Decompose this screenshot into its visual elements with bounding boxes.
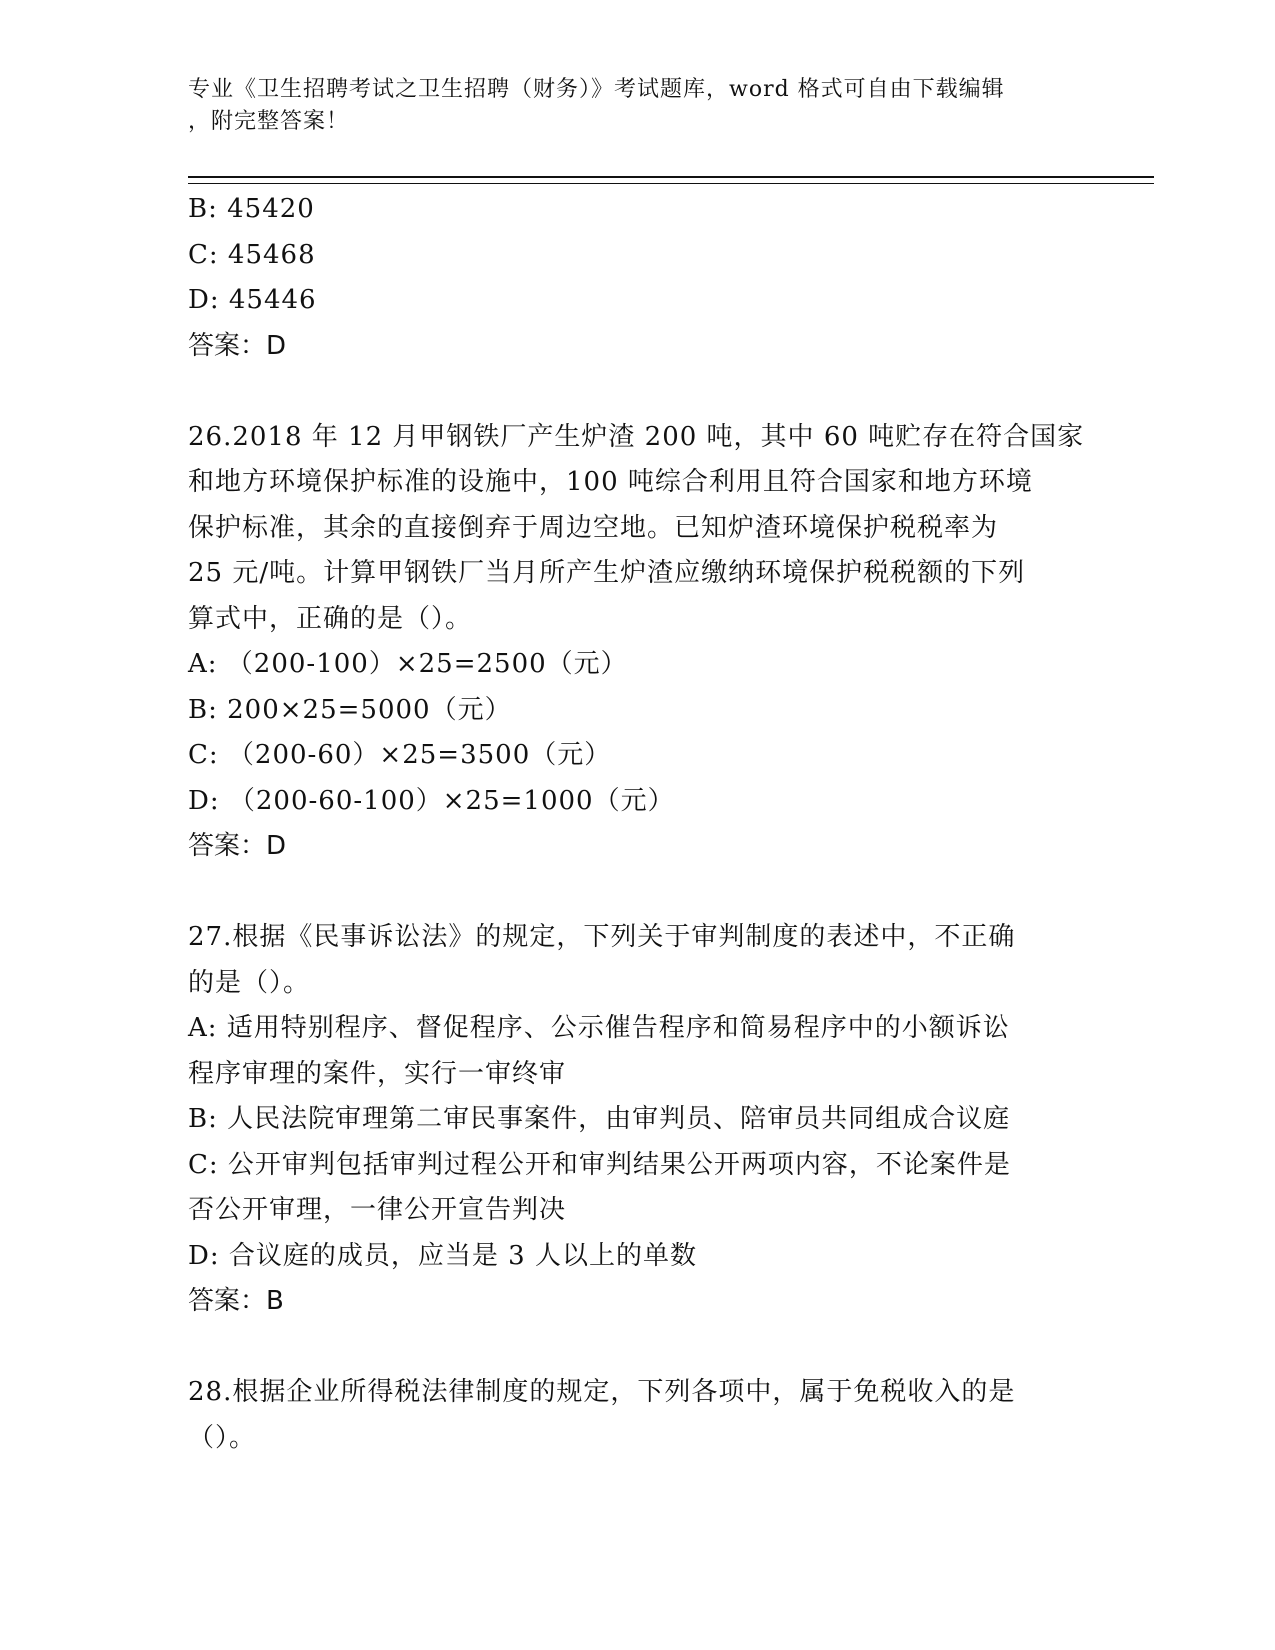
answer-line: 答案：D [188, 831, 287, 861]
header-line-2: ，附完整答案！ [188, 109, 350, 134]
option-b: B: 45420 [188, 194, 315, 224]
question-26 [188, 415, 1088, 870]
option-b: B: 200×25=5000（元） [188, 694, 512, 725]
question-text-line: （）。 [188, 1422, 257, 1453]
option-a: A: 适用特别程序、督促程序、公示催告程序和简易程序中的小额诉讼 [188, 1013, 1010, 1043]
question-text-line: 和地方环境保护标准的设施中，100 吨综合利用且符合国家和地方环境 [188, 467, 1033, 497]
option-c-continued: 否公开审理，一律公开宣告判决 [188, 1195, 567, 1225]
spacer [188, 369, 1088, 415]
question-text-line: 保护标准，其余的直接倒弃于周边空地。已知炉渣环境保护税税率为 [188, 512, 999, 543]
question-text-line: 26.2018 年 12 月甲钢铁厂产生炉渣 200 吨，其中 60 吨贮存在符合国家 [188, 421, 1085, 452]
header-rule-thick [188, 176, 1154, 178]
answer-line: 答案：B [188, 1286, 284, 1316]
option-d: D: （200-60-100）×25=1000（元） [188, 785, 675, 816]
question-25-tail [188, 187, 1088, 369]
option-b: B: 人民法院审理第二审民事案件，由审判员、陪审员共同组成合议庭 [188, 1104, 1011, 1134]
option-d: D: 合议庭的成员，应当是 3 人以上的单数 [188, 1240, 697, 1271]
header-rule-thin [188, 183, 1154, 184]
spacer [188, 1325, 1088, 1371]
question-text-line: 25 元/吨。计算甲钢铁厂当月所产生炉渣应缴纳环境保护税税额的下列 [188, 558, 1026, 588]
option-c: C: （200-60）×25=3500（元） [188, 740, 612, 770]
question-text-line: 27.根据《民事诉讼法》的规定，下列关于审判制度的表述中，不正确 [188, 922, 1016, 952]
option-a-continued: 程序审理的案件，实行一审终审 [188, 1058, 567, 1089]
question-text-line: 算式中，正确的是（）。 [188, 603, 473, 634]
document-header [188, 74, 1068, 138]
option-c: C: 公开审判包括审判过程公开和审判结果公开两项内容，不论案件是 [188, 1149, 1011, 1180]
question-text-line: 28.根据企业所得税法律制度的规定，下列各项中，属于免税收入的是 [188, 1377, 1016, 1407]
document-body [188, 187, 1088, 1461]
answer-line: 答案：D [188, 330, 287, 361]
question-27 [188, 915, 1088, 1325]
spacer [188, 870, 1088, 916]
option-c: C: 45468 [188, 239, 316, 270]
question-text-line: 的是（）。 [188, 967, 311, 998]
header-line-1: 专业《卫生招聘考试之卫生招聘（财务）》考试题库，word 格式可自由下载编辑 [188, 77, 1005, 102]
question-28 [188, 1370, 1088, 1461]
option-d: D: 45446 [188, 285, 317, 315]
option-a: A: （200-100）×25=2500（元） [188, 649, 628, 679]
